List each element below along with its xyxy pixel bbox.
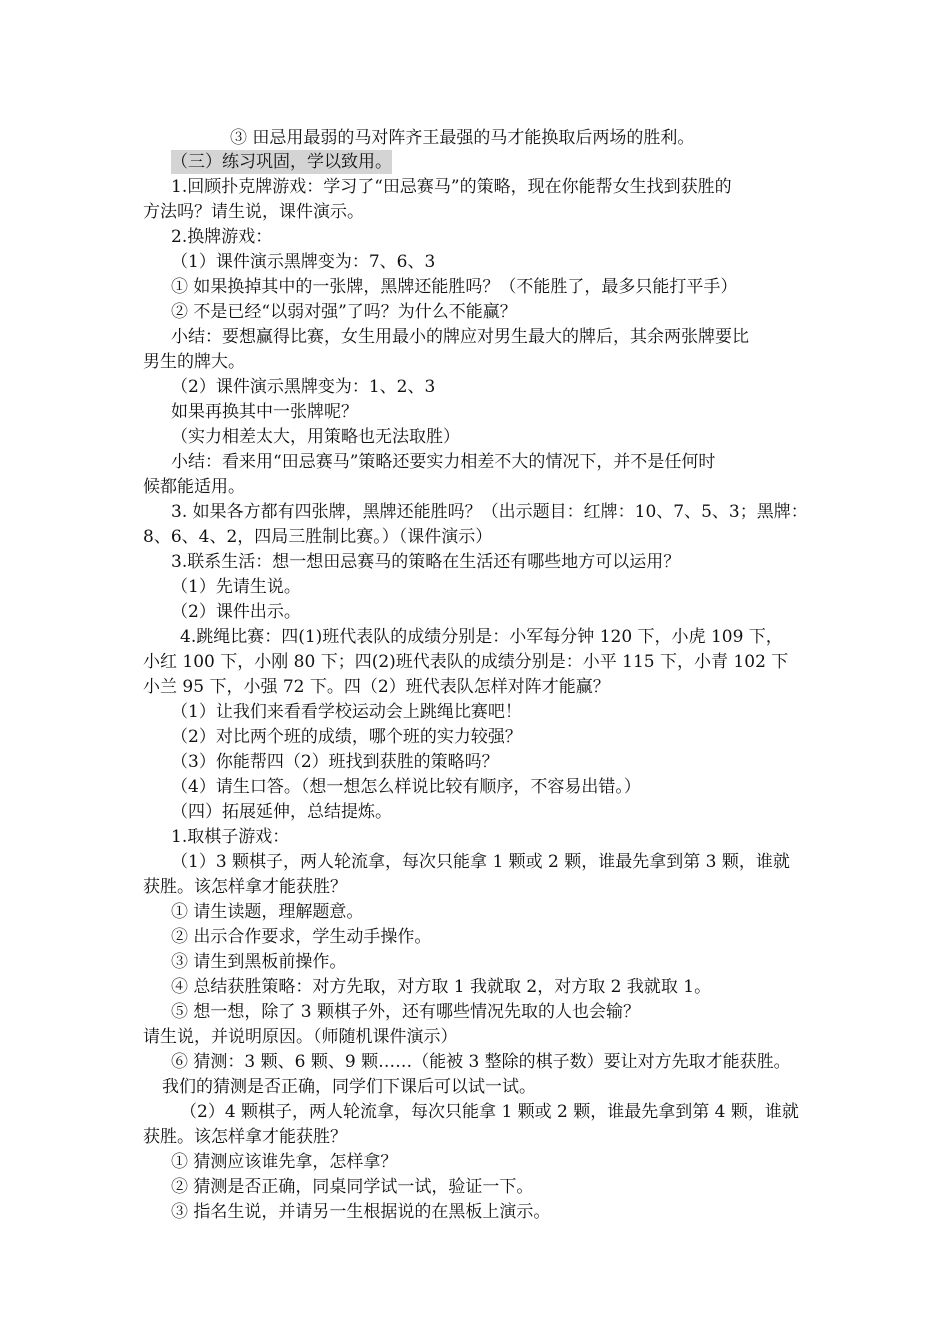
text-line: （2）课件演示黑牌变为：1、2、3 [171,377,436,397]
text-line: ① 如果换掉其中的一张牌，黑牌还能胜吗？（不能胜了，最多只能打平手） [171,277,738,297]
section-heading: （四）拓展延伸，总结提炼。 [171,802,392,822]
text-line: （4）请生口答。（想一想怎么样说比较有顺序，不容易出错。） [171,777,641,797]
text-line: 3.联系生活：想一想田忌赛马的策略在生活还有哪些地方可以运用？ [171,552,681,572]
text-line: 请生说，并说明原因。（师随机课件演示） [143,1027,458,1047]
text-line: 3. 如果各方都有四张牌，黑牌还能胜吗？（出示题目：红牌：10、7、5、3；黑牌： [171,502,808,522]
text-line: （1）3 颗棋子，两人轮流拿，每次只能拿 1 颗或 2 颗，谁最先拿到第 3 颗，谁就 [171,852,790,872]
text-line: ① 请生读题，理解题意。 [171,902,364,922]
text-line: 2.换牌游戏： [171,227,273,247]
text-line: ③ 请生到黑板前操作。 [171,952,347,972]
section-heading: （三）练习巩固，学以致用。 [171,152,392,172]
text-line: 小红 100 下，小刚 80 下；四(2)班代表队的成绩分别是：小平 115 下，小青 102 下 [143,652,789,672]
text-line: 8、6、4、2，四局三胜制比赛。）（课件演示） [143,527,493,547]
text-line: 小兰 95 下，小强 72 下。四（2）班代表队怎样对阵才能赢？ [143,677,610,697]
text-line: 小结：看来用“田忌赛马”策略还要实力相差不大的情况下，并不是任何时 [171,452,716,472]
text-line: （2）对比两个班的成绩，哪个班的实力较强？ [171,727,522,747]
text-line: 4.跳绳比赛：四(1)班代表队的成绩分别是：小军每分钟 120 下，小虎 109 下， [180,627,783,647]
text-line: 小结：要想赢得比赛，女生用最小的牌应对男生最大的牌后，其余两张牌要比 [171,327,749,347]
text-line: 获胜。该怎样拿才能获胜？ [143,877,347,897]
text-line: ③ 田忌用最弱的马对阵齐王最强的马才能换取后两场的胜利。 [230,128,695,148]
text-line: （实力相差太大，用策略也无法取胜） [171,427,460,447]
text-line: 如果再换其中一张牌呢？ [171,402,358,422]
text-line: 我们的猜测是否正确，同学们下课后可以试一试。 [162,1077,536,1097]
text-line: ① 猜测应该谁先拿，怎样拿？ [171,1152,398,1172]
text-line: ② 猜测是否正确，同桌同学试一试，验证一下。 [171,1177,534,1197]
text-line: 候都能适用。 [143,477,245,497]
text-line: 获胜。该怎样拿才能获胜？ [143,1127,347,1147]
text-line: ④ 总结获胜策略：对方先取，对方取 1 我就取 2，对方取 2 我就取 1。 [171,977,712,997]
text-line: （1）先请生说。 [171,577,301,597]
text-line: 方法吗？请生说，课件演示。 [143,202,364,222]
text-line: 1.取棋子游戏： [171,827,290,847]
text-line: （2）4 颗棋子，两人轮流拿，每次只能拿 1 颗或 2 颗，谁最先拿到第 4 颗，谁就 [180,1102,799,1122]
text-line: 1.回顾扑克牌游戏：学习了“田忌赛马”的策略，现在你能帮女生找到获胜的 [171,177,732,197]
text-line: ② 不是已经“以弱对强”了吗？为什么不能赢？ [171,302,517,322]
text-line: （3）你能帮四（2）班找到获胜的策略吗？ [171,752,499,772]
text-line: （1）课件演示黑牌变为：7、6、3 [171,252,436,272]
text-line: ② 出示合作要求，学生动手操作。 [171,927,432,947]
text-line: ⑥ 猜测：3 颗、6 颗、9 颗……（能被 3 整除的棋子数）要让对方先取才能获胜。 [171,1052,791,1072]
text-line: ⑤ 想一想，除了 3 颗棋子外，还有哪些情况先取的人也会输？ [171,1002,641,1022]
text-line: ③ 指名生说，并请另一生根据说的在黑板上演示。 [171,1202,551,1222]
text-line: （1）让我们来看看学校运动会上跳绳比赛吧！ [171,702,522,722]
text-line: 男生的牌大。 [143,352,245,372]
text-line: （2）课件出示。 [171,602,301,622]
